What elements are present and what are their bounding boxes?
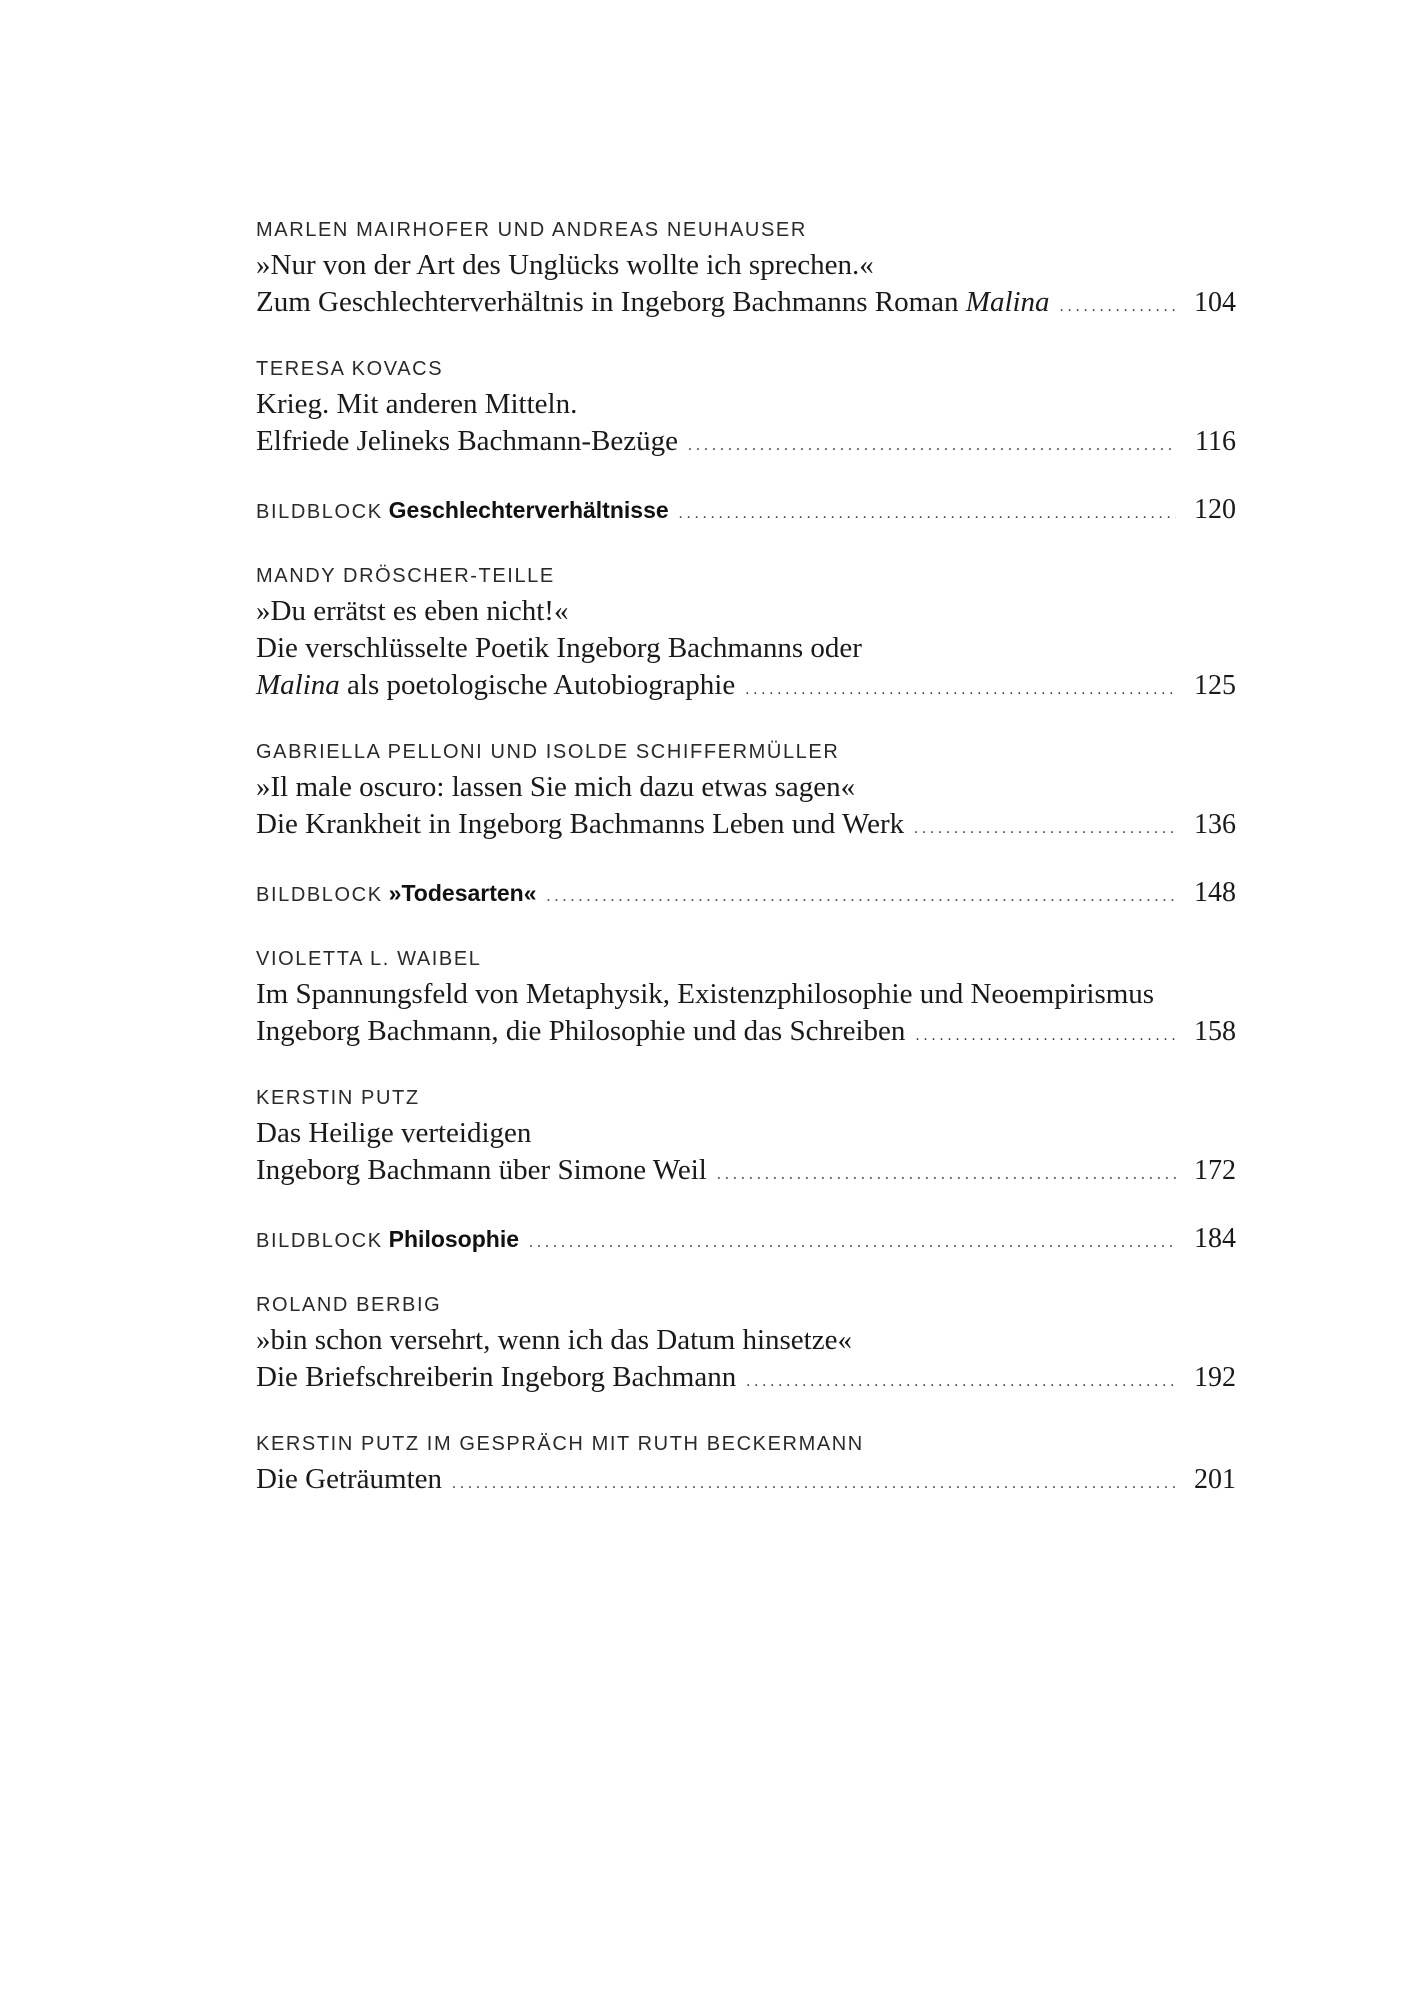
bildblock-line xyxy=(256,874,1236,911)
entry-subtitle: Ingeborg Bachmann, die Philosophie und das Schreiben xyxy=(256,1015,906,1047)
entry-title: Krieg. Mit anderen Mitteln. xyxy=(256,388,578,420)
entry-title: Das Heilige verteidigen xyxy=(256,1117,532,1149)
toc-entry xyxy=(256,1081,1236,1189)
table-of-contents xyxy=(256,213,1236,1498)
toc-bildblock xyxy=(256,491,1236,528)
entry-author: KERSTIN PUTZ xyxy=(256,1087,420,1109)
page-number: 192 xyxy=(1194,1362,1236,1393)
italic-title: Malina xyxy=(256,669,340,701)
leader-dots xyxy=(915,1017,1176,1054)
entry-subtitle: Zum Geschlechterverhältnis in Ingeborg Bachmanns Roman Malina xyxy=(256,286,1050,318)
entry-title: »Du errätst es eben nicht!« xyxy=(256,595,569,627)
bildblock-line xyxy=(256,491,1236,528)
entry-title: »Il male oscuro: lassen Sie mich dazu etwas sagen« xyxy=(256,771,856,803)
page-number: 184 xyxy=(1194,1223,1236,1254)
bildblock-title: »Todesarten« xyxy=(388,880,537,906)
entry-subtitle-line xyxy=(256,284,1236,321)
leader-dots xyxy=(452,1465,1176,1502)
entry-title: »bin schon versehrt, wenn ich das Datum hinsetze« xyxy=(256,1324,852,1356)
entry-subtitle: Ingeborg Bachmann über Simone Weil xyxy=(256,1154,707,1186)
page-number: 158 xyxy=(1194,1016,1236,1047)
entry-subtitle-line xyxy=(256,1152,1236,1189)
entry-subtitle-line xyxy=(256,1359,1236,1396)
leader-dots xyxy=(745,671,1176,708)
entry-subtitle: Die Briefschreiberin Ingeborg Bachmann xyxy=(256,1361,737,1393)
entry-subtitle-line xyxy=(256,806,1236,843)
leader-dots xyxy=(688,427,1176,464)
bildblock-title: Geschlechterverhältnisse xyxy=(388,497,669,523)
page-number: 148 xyxy=(1194,877,1236,908)
leader-dots xyxy=(717,1156,1176,1193)
toc-entry xyxy=(256,213,1236,321)
entry-subtitle: Die verschlüsselte Poetik Ingeborg Bachmanns oder xyxy=(256,632,862,664)
entry-title: »Nur von der Art des Unglücks wollte ich sprechen.« xyxy=(256,249,874,281)
bildblock-label: BILDBLOCK xyxy=(256,501,383,523)
bildblock-label: BILDBLOCK xyxy=(256,884,383,906)
leader-dots xyxy=(547,878,1176,915)
toc-bildblock xyxy=(256,1220,1236,1257)
bildblock-line xyxy=(256,1220,1236,1257)
toc-entry xyxy=(256,559,1236,704)
leader-dots xyxy=(746,1363,1176,1400)
page-number: 172 xyxy=(1194,1155,1236,1186)
entry-title: Im Spannungsfeld von Metaphysik, Existenzphilosophie und Neoempirismus xyxy=(256,978,1155,1010)
page-number: 136 xyxy=(1194,809,1236,840)
entry-author: TERESA KOVACS xyxy=(256,358,444,380)
entry-subtitle: als poetologische Autobiographie xyxy=(339,669,736,701)
toc-entry xyxy=(256,735,1236,843)
toc-entry xyxy=(256,1288,1236,1396)
entry-author: VIOLETTA L. WAIBEL xyxy=(256,948,482,970)
entry-author: MARLEN MAIRHOFER UND ANDREAS NEUHAUSER xyxy=(256,219,807,241)
entry-subtitle-line xyxy=(256,667,1236,704)
bildblock-label: BILDBLOCK xyxy=(256,1230,383,1252)
entry-author: KERSTIN PUTZ IM GESPRÄCH MIT RUTH BECKERMANN xyxy=(256,1433,864,1455)
toc-entry xyxy=(256,352,1236,460)
toc-entry xyxy=(256,1427,1236,1498)
entry-title: Die Geträumten xyxy=(256,1463,443,1495)
page-number: 104 xyxy=(1194,287,1236,318)
entry-subtitle: Die Krankheit in Ingeborg Bachmanns Leben und Werk xyxy=(256,808,905,840)
page-number: 125 xyxy=(1194,670,1236,701)
page-number: 201 xyxy=(1194,1464,1236,1495)
toc-entry xyxy=(256,942,1236,1050)
bildblock-title: Philosophie xyxy=(388,1226,520,1252)
entry-subtitle-line xyxy=(256,423,1236,460)
toc-bildblock xyxy=(256,874,1236,911)
entry-author: GABRIELLA PELLONI UND ISOLDE SCHIFFERMÜLLER xyxy=(256,741,840,763)
entry-subtitle: Elfriede Jelineks Bachmann-Bezüge xyxy=(256,425,678,457)
leader-dots xyxy=(914,810,1176,847)
entry-title-line xyxy=(256,1461,1236,1498)
leader-dots xyxy=(679,495,1176,532)
page-number: 116 xyxy=(1195,426,1236,457)
entry-subtitle-line xyxy=(256,1013,1236,1050)
page-number: 120 xyxy=(1194,494,1236,525)
entry-author: ROLAND BERBIG xyxy=(256,1294,442,1316)
leader-dots xyxy=(529,1224,1176,1261)
leader-dots xyxy=(1060,288,1176,325)
entry-author: MANDY DRÖSCHER-TEILLE xyxy=(256,565,555,587)
italic-title: Malina xyxy=(965,286,1050,318)
